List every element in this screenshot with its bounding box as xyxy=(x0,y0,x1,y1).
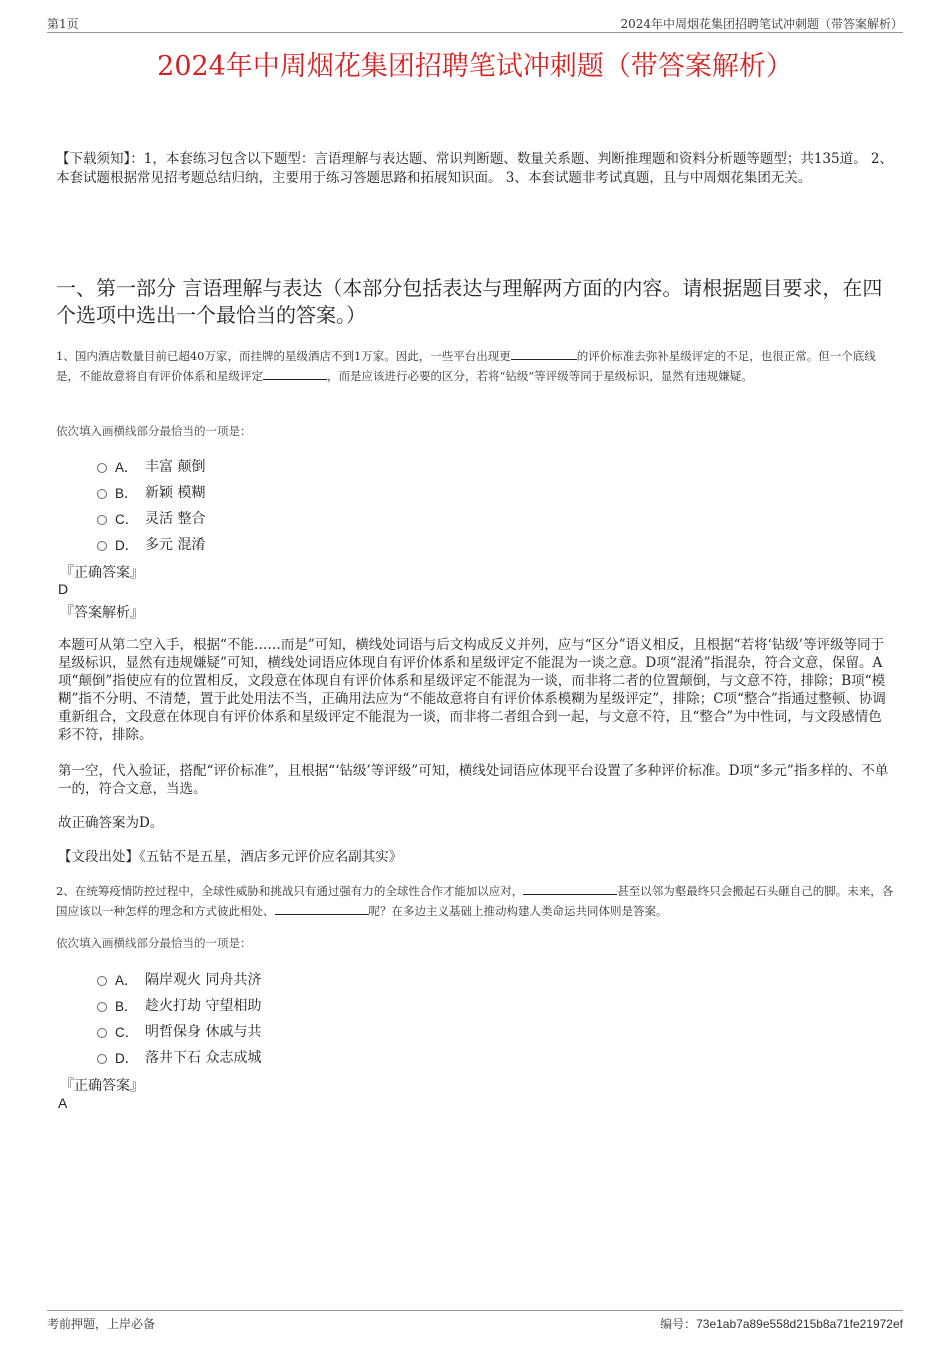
analysis-conclusion: 故正确答案为D。 xyxy=(58,815,164,831)
fill-blank xyxy=(275,902,369,915)
download-notice: 【下载须知】：1，本套练习包含以下题型：言语理解与表达题、常识判断题、数量关系题、判断推理题和资料分析题等题型；共135道。 2、本套试题根据常见招考题总结归纳，主要用于练习答题思路和拓展知识面。 3、本套试题非考试真题，且与中周烟花集团无关。 xyxy=(56,151,893,186)
source-citation: 【文段出处】《五钻不是五星，酒店多元评价应名副其实》 xyxy=(58,849,403,865)
fill-blank xyxy=(511,347,577,360)
option-c[interactable]: C． 明哲保身 休戚与共 xyxy=(97,1018,261,1044)
radio-icon[interactable] xyxy=(97,463,107,473)
section-heading: 一、第一部分 言语理解与表达（本部分包括表达与理解两方面的内容。请根据题目要求，在四个选项中选出一个最恰当的答案。） xyxy=(56,276,883,327)
question-2-prompt: 依次填入画横线部分最恰当的一项是： xyxy=(56,936,252,950)
radio-icon[interactable] xyxy=(97,489,107,499)
analysis-label: 『答案解析』 xyxy=(60,605,144,621)
header-doc-title: 2024年中周烟花集团招聘笔试冲刺题（带答案解析） xyxy=(620,17,903,31)
footer-code: 编号：73e1ab7a89e558d215b8a71fe21972ef xyxy=(660,1317,903,1331)
page-footer xyxy=(47,1310,903,1331)
option-b[interactable]: B． 趁火打劫 守望相助 xyxy=(97,992,261,1018)
option-d[interactable]: D． 落井下石 众志成城 xyxy=(97,1044,261,1070)
analysis-paragraph: 第一空，代入验证，搭配“评价标准”，且根据“‘钻级’等评级”可知，横线处词语应体现平台设置了多种评价标准。D项“多元”指多样的、不单一的，符合文意，当选。 xyxy=(58,763,889,797)
question-1-stem: 1、国内酒店数量目前已超40万家，而挂牌的星级酒店不到1万家。因此，一些平台出现更 的评价标准去弥补星级评定的不足，也很正常。但一个底线是，不能故意将自有评价体系和星级评定 ，而是应该进行必要的区分，若将“钻级”等评级等同于星级标识，显然有违规嫌疑。 xyxy=(56,349,876,383)
option-d[interactable]: D． 多元 混淆 xyxy=(97,531,205,557)
answer-label: 『正确答案』 xyxy=(60,1078,144,1094)
option-c[interactable]: C． 灵活 整合 xyxy=(97,505,205,531)
page-header xyxy=(47,14,903,33)
page-number: 第1页 xyxy=(47,17,79,31)
fill-blank xyxy=(523,882,617,895)
option-a[interactable]: A． 隔岸观火 同舟共济 xyxy=(97,966,261,992)
answer-value: A xyxy=(58,1095,68,1111)
radio-icon[interactable] xyxy=(97,515,107,525)
fill-blank xyxy=(263,367,327,380)
question-1-prompt: 依次填入画横线部分最恰当的一项是： xyxy=(56,424,252,438)
answer-value: D xyxy=(58,581,69,597)
radio-icon[interactable] xyxy=(97,541,107,551)
option-a[interactable]: A． 丰富 颠倒 xyxy=(97,453,205,479)
radio-icon[interactable] xyxy=(97,1002,107,1012)
footer-slogan: 考前押题，上岸必备 xyxy=(47,1317,156,1331)
radio-icon[interactable] xyxy=(97,1054,107,1064)
answer-label: 『正确答案』 xyxy=(60,565,144,581)
option-b[interactable]: B． 新颖 模糊 xyxy=(97,479,205,505)
question-2-stem: 2、在统筹疫情防控过程中，全球性威胁和挑战只有通过强有力的全球性合作才能加以应对， 甚至以邻为壑最终只会搬起石头砸自己的脚。未来，各国应该以一种怎样的理念和方式彼此相处、 呢？在多边主义基础上推动构建人类命运共同体则是答案。 xyxy=(56,884,894,918)
question-1-options xyxy=(97,453,205,557)
page-title: 2024年中周烟花集团招聘笔试冲刺题（带答案解析） xyxy=(157,51,793,82)
radio-icon[interactable] xyxy=(97,1028,107,1038)
radio-icon[interactable] xyxy=(97,976,107,986)
analysis-paragraph: 本题可从第二空入手，根据“不能……而是”可知，横线处词语与后文构成反义并列，应与“区分”语义相反，且根据“若将‘钻级’等评级等同于星级标识，显然有违规嫌疑”可知，横线处词语应体现自有评价体系和星级评定不能混为一谈之意。D项“混淆”指混杂，符合文意，保留。A项“颠倒”指使应有的位置相反，文段意在体现自有评价体系和星级评定不能混为一谈，而非将二者的位置颠倒，与文意不符，排除；B项“模糊”指不分明、不清楚，置于此处用法不当，正确用法应为“不能故意将自有评价体系模糊为星级评定”，排除；C项“整合”指通过整顿、协调重新组合，文段意在体现自有评价体系和星级评定不能混为一谈，而非将二者组合到一起，与文意不符，且“整合”为中性词，与文段感情色彩不符，排除。 xyxy=(58,637,886,743)
question-2-options xyxy=(97,966,261,1070)
